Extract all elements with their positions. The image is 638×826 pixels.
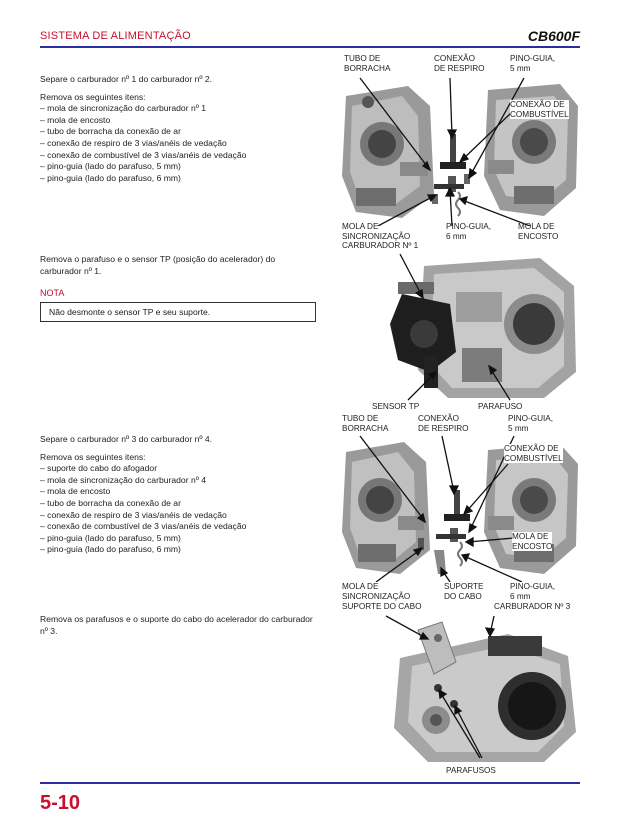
label-mola-sincronizacao [342,222,410,241]
label-tubo-borracha [342,414,388,433]
left-carburetor-drawing [342,86,434,218]
label-carburador-1: CARBURADOR Nº 1 [342,241,419,250]
block-1-lead: Remova os seguintes itens: [40,91,146,102]
label-conexao-combustivel [504,444,563,463]
label-text: MOLA DE ENCOSTO [518,222,559,241]
nota-title: NOTA [40,288,65,298]
block-3-lead: Remova os seguintes itens: [40,451,146,462]
block-3-text [40,434,330,556]
label-conexao-combustivel [510,100,569,119]
label-text: CONEXÃO DE COMBUSTÍVEL [504,444,563,463]
label-suporte-do-cabo: SUPORTE DO CABO [342,602,422,611]
label-mola-sincronizacao [342,582,410,601]
page-number: 5-10 [40,792,81,814]
label-text: PINO-GUIA, 6 mm [446,222,492,241]
list-item: – conexão de respiro de 3 vias/anéis de vedação [40,137,227,148]
footer-rule [40,782,580,784]
block-2-text [40,254,315,283]
model-title: CB600F [527,28,580,44]
header-rule [40,46,580,48]
block-4-text [40,614,315,643]
block-2-paragraph: Remova o parafuso e o sensor TP (posição do acelerador) do carburador nº 1. [40,254,276,276]
figure-4-carburetor-3 [338,614,583,764]
label-conexao-respiro [418,414,469,433]
list-item: – tubo de borracha da conexão de ar [40,497,181,508]
block-1-intro: Separe o carburador nº 1 do carburador nº 2. [40,74,213,84]
block-3-list [40,463,330,556]
list-item: – tubo de borracha da conexão de ar [40,126,181,137]
list-item: – conexão de respiro de 3 vias/anéis de vedação [40,509,227,520]
label-parafusos: PARAFUSOS [446,766,496,775]
label-mola-encosto [512,532,552,551]
list-item: – conexão de combustível de 3 vias/anéis de vedação [40,521,247,532]
block-4-paragraph: Remova os parafusos e o suporte do cabo do acelerador do carburador nº 3. [40,614,313,636]
label-text: CONEXÃO DE RESPIRO [434,54,485,73]
section-title: SISTEMA DE ALIMENTAÇÃO [40,30,191,42]
block-1-text [40,74,330,184]
list-item: – mola de encosto [40,114,111,125]
list-item: – suporte do cabo do afogador [40,463,158,474]
label-pino-guia-5mm [510,54,555,73]
label-text: PINO-GUIA, 6 mm [510,582,556,601]
list-item: – pino-guia (lado do parafuso, 5 mm) [40,532,181,543]
label-text: CONEXÃO DE COMBUSTÍVEL [510,100,569,119]
list-item: – mola de sincronização do carburador nº 4 [40,474,207,485]
label-text: TUBO DE BORRACHA [344,54,391,73]
block-3-intro: Separe o carburador nº 3 do carburador nº 4. [40,434,213,444]
label-conexao-respiro [434,54,485,73]
list-item: – conexão de combustível de 3 vias/anéis de vedação [40,149,247,160]
figure-2-tp-sensor [338,252,583,402]
label-parafuso: PARAFUSO [478,402,523,411]
label-suporte-cabo [444,582,483,601]
label-text: SUPORTE DO CABO [444,582,484,601]
label-pino-guia-5mm [508,414,553,433]
label-text: MOLA DE ENCOSTO [512,532,553,551]
label-text: PINO-GUIA, 5 mm [510,54,556,73]
block-1-list [40,103,330,184]
label-carburador-3: CARBURADOR Nº 3 [494,602,571,611]
label-text: MOLA DE SINCRONIZAÇÃO [342,582,411,601]
nota-box: Não desmonte o sensor TP e seu suporte. [40,302,316,322]
list-item: – pino-guia (lado do parafuso, 6 mm) [40,544,181,555]
list-item: – pino-guia (lado do parafuso, 5 mm) [40,161,181,172]
label-pino-guia-6mm [446,222,491,241]
label-mola-encosto [518,222,558,241]
label-text: PINO-GUIA, 5 mm [508,414,554,433]
label-text: CONEXÃO DE RESPIRO [418,414,469,433]
label-pino-guia-6mm [510,582,555,601]
label-sensor-tp: SENSOR TP [372,402,420,411]
label-tubo-borracha [344,54,390,73]
list-item: – mola de sincronização do carburador nº 1 [40,103,207,114]
right-carburetor-drawing [484,444,578,574]
list-item: – pino-guia (lado do parafuso, 6 mm) [40,172,181,183]
label-text: TUBO DE BORRACHA [342,414,389,433]
figure-1-carburetor-pair [338,76,583,226]
label-text: MOLA DE SINCRONIZAÇÃO [342,222,411,241]
list-item: – mola de encosto [40,486,111,497]
